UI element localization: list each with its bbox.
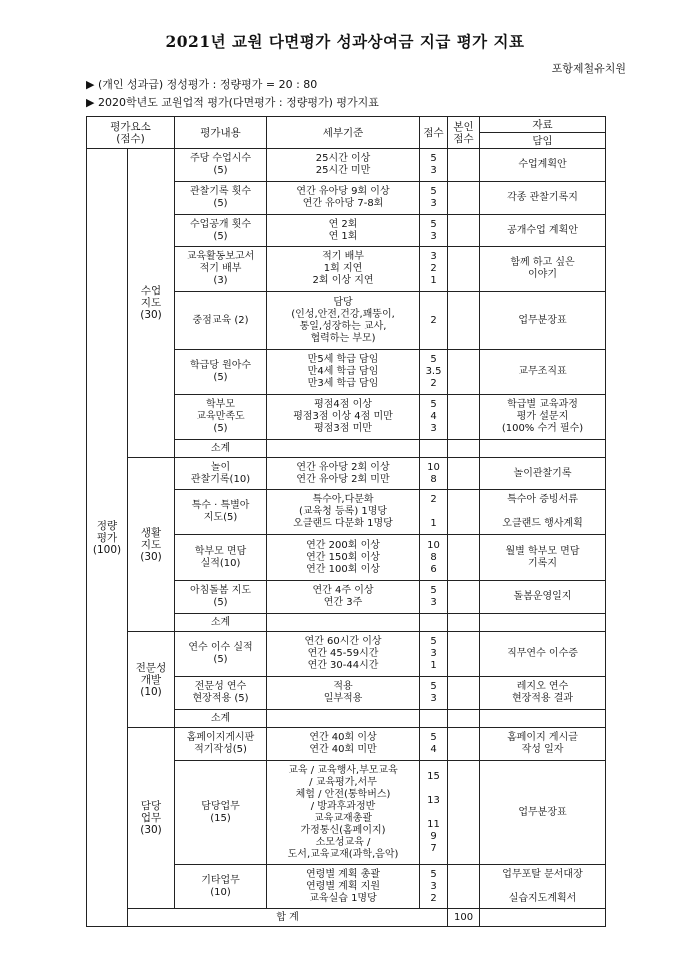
row-material: 업무분장표 xyxy=(480,292,606,350)
row-content: 특수 · 특별아 지도(5) xyxy=(175,490,267,535)
row-self-score[interactable] xyxy=(448,458,480,490)
row-self-score[interactable] xyxy=(448,490,480,535)
row-criteria: 연간 200회 이상 연간 150회 이상 연간 100회 이상 xyxy=(267,535,420,581)
row-score: 2 xyxy=(420,292,448,350)
row-self-score[interactable] xyxy=(448,581,480,614)
row-criteria: 연 2회 연 1회 xyxy=(267,215,420,247)
row-material: 홈페이지 게시글 작성 일자 xyxy=(480,728,606,761)
row-material: 특수아 증빙서류 오클랜드 행사계획 xyxy=(480,490,606,535)
header-content: 평가내용 xyxy=(175,117,267,149)
row-criteria: 연간 60시간 이상 연간 45-59시간 연간 30-44시간 xyxy=(267,632,420,677)
organization-name: 포항제철유치원 xyxy=(551,62,626,75)
row-score: 10 8 6 xyxy=(420,535,448,581)
row-criteria: 연간 유아당 2회 이상 연간 유아당 2회 미만 xyxy=(267,458,420,490)
row-content: 학부모 면담 실적(10) xyxy=(175,535,267,581)
row-content: 전문성 연수 현장적용 (5) xyxy=(175,677,267,710)
row-content: 학부모 교육만족도 (5) xyxy=(175,395,267,440)
row-material: 함께 하고 싶은 이야기 xyxy=(480,247,606,292)
row-content: 연수 이수 실적 (5) xyxy=(175,632,267,677)
row-score: 3 2 1 xyxy=(420,247,448,292)
top-category: 정량 평가 (100) xyxy=(87,149,128,927)
row-criteria: 담당 (인성,안전,건강,꽤뚱이, 통일,성장하는 교사, 협력하는 부모) xyxy=(267,292,420,350)
row-self-score[interactable] xyxy=(448,710,480,728)
header-criteria: 세부기준 xyxy=(267,117,420,149)
row-content: 기타업무 (10) xyxy=(175,865,267,909)
row-score: 5 3 xyxy=(420,581,448,614)
row-self-score[interactable] xyxy=(448,677,480,710)
row-material: 교무조직표 xyxy=(480,350,606,395)
row-score: 2 1 xyxy=(420,490,448,535)
row-self-score[interactable] xyxy=(448,247,480,292)
row-content: 아침돌봄 지도 (5) xyxy=(175,581,267,614)
row-self-score[interactable] xyxy=(448,395,480,440)
evaluation-table xyxy=(86,116,606,927)
row-criteria: 교육 / 교육행사,부모교육 / 교육평가,서무 체험 / 안전(통학버스) / 방과후과정반 교육교재총괄 가정통신(홈페이지) 소모성교육 / 도서,교육교재(과학,음악) xyxy=(267,761,420,865)
total-label: 합 계 xyxy=(128,909,448,927)
group-name: 전문성 개발 (10) xyxy=(128,632,175,728)
table-row xyxy=(87,149,606,182)
group-name: 담당 업무 (30) xyxy=(128,728,175,909)
row-self-score[interactable] xyxy=(448,292,480,350)
row-score: 5 4 3 xyxy=(420,395,448,440)
row-self-score[interactable] xyxy=(448,865,480,909)
note-ratio: ▶ (개인 성과급) 정성평가 : 정량평가 = 20 : 80 xyxy=(86,78,318,91)
group-name: 수업 지도 (30) xyxy=(128,149,175,458)
row-score: 5 3 1 xyxy=(420,632,448,677)
page-title: 2021년 교원 다면평가 성과상여금 지급 평가 지표 xyxy=(165,32,525,51)
row-self-score[interactable] xyxy=(448,149,480,182)
row-score: 5 3.5 2 xyxy=(420,350,448,395)
note-indicator: ▶ 2020학년도 교원업적 평가(다면평가 : 정량평가) 평가지표 xyxy=(86,96,379,109)
row-criteria: 적용 일부적용 xyxy=(267,677,420,710)
row-content: 주당 수업시수 (5) xyxy=(175,149,267,182)
row-self-score[interactable] xyxy=(448,614,480,632)
row-criteria: 특수아,다문화 (교육청 등록) 1명당 오클랜드 다문화 1명당 xyxy=(267,490,420,535)
row-self-score[interactable] xyxy=(448,215,480,247)
row-material: 놀이관찰기록 xyxy=(480,458,606,490)
row-self-score[interactable] xyxy=(448,350,480,395)
row-self-score[interactable] xyxy=(448,182,480,215)
group-name: 생활 지도 (30) xyxy=(128,458,175,632)
total-self-score[interactable] xyxy=(480,909,606,927)
row-criteria: 평점4점 이상 평점3점 이상 4점 미만 평점3점 미만 xyxy=(267,395,420,440)
row-content: 담당업무 (15) xyxy=(175,761,267,865)
row-score: 10 8 xyxy=(420,458,448,490)
row-material: 레지오 연수 현장적용 결과 xyxy=(480,677,606,710)
row-criteria: 만5세 학급 담임 만4세 학급 담임 만3세 학급 담임 xyxy=(267,350,420,395)
row-material: 업무포탈 문서대장 실습지도계획서 xyxy=(480,865,606,909)
row-self-score[interactable] xyxy=(448,632,480,677)
row-score: 15 13 11 9 7 xyxy=(420,761,448,865)
row-criteria: 연간 40회 이상 연간 40회 미만 xyxy=(267,728,420,761)
row-score: 5 3 xyxy=(420,677,448,710)
row-content: 놀이 관찰기록(10) xyxy=(175,458,267,490)
table-row xyxy=(87,458,606,490)
row-criteria: 연간 4주 이상 연간 3주 xyxy=(267,581,420,614)
total-score: 100 xyxy=(448,909,480,927)
row-material: 돌봄운영일지 xyxy=(480,581,606,614)
total-row xyxy=(87,909,606,927)
row-criteria: 적기 배부 1회 지연 2회 이상 지연 xyxy=(267,247,420,292)
row-material: 직무연수 이수증 xyxy=(480,632,606,677)
row-material: 업무분장표 xyxy=(480,761,606,865)
row-self-score[interactable] xyxy=(448,761,480,865)
row-material: 수업계획안 xyxy=(480,149,606,182)
row-content: 학급당 원아수 (5) xyxy=(175,350,267,395)
table-row xyxy=(87,728,606,761)
subtotal-label: 소계 xyxy=(175,614,267,632)
subtotal-label: 소계 xyxy=(175,440,267,458)
subtotal-label: 소계 xyxy=(175,710,267,728)
row-score: 5 4 xyxy=(420,728,448,761)
row-score: 5 3 2 xyxy=(420,865,448,909)
row-score: 5 3 xyxy=(420,149,448,182)
row-content: 관찰기록 횟수 (5) xyxy=(175,182,267,215)
row-content: 홈페이지게시판 적기작성(5) xyxy=(175,728,267,761)
table-row xyxy=(87,632,606,677)
header-owner: 담임 xyxy=(480,133,606,149)
header-self-score: 본인 점수 xyxy=(448,117,480,149)
row-content: 수업공개 횟수 (5) xyxy=(175,215,267,247)
header-material: 자료 xyxy=(480,117,606,133)
row-material: 공개수업 계획안 xyxy=(480,215,606,247)
row-criteria: 연령별 계획 총괄 연령별 계획 지원 교육실습 1명당 xyxy=(267,865,420,909)
row-content: 교육활동보고서 적기 배부 (3) xyxy=(175,247,267,292)
header-score: 점수 xyxy=(420,117,448,149)
row-self-score[interactable] xyxy=(448,728,480,761)
row-criteria: 25시간 이상 25시간 미만 xyxy=(267,149,420,182)
row-criteria: 연간 유아당 9회 이상 연간 유아당 7-8회 xyxy=(267,182,420,215)
row-self-score[interactable] xyxy=(448,535,480,581)
row-material: 학급별 교육과정 평가 설문지 (100% 수거 필수) xyxy=(480,395,606,440)
row-self-score[interactable] xyxy=(448,440,480,458)
row-material: 월별 학부모 면담 기록지 xyxy=(480,535,606,581)
row-material: 각종 관찰기록지 xyxy=(480,182,606,215)
row-content: 중점교육 (2) xyxy=(175,292,267,350)
row-score: 5 3 xyxy=(420,182,448,215)
header-element: 평가요소 (점수) xyxy=(87,117,175,149)
row-score: 5 3 xyxy=(420,215,448,247)
header-row xyxy=(87,117,606,133)
